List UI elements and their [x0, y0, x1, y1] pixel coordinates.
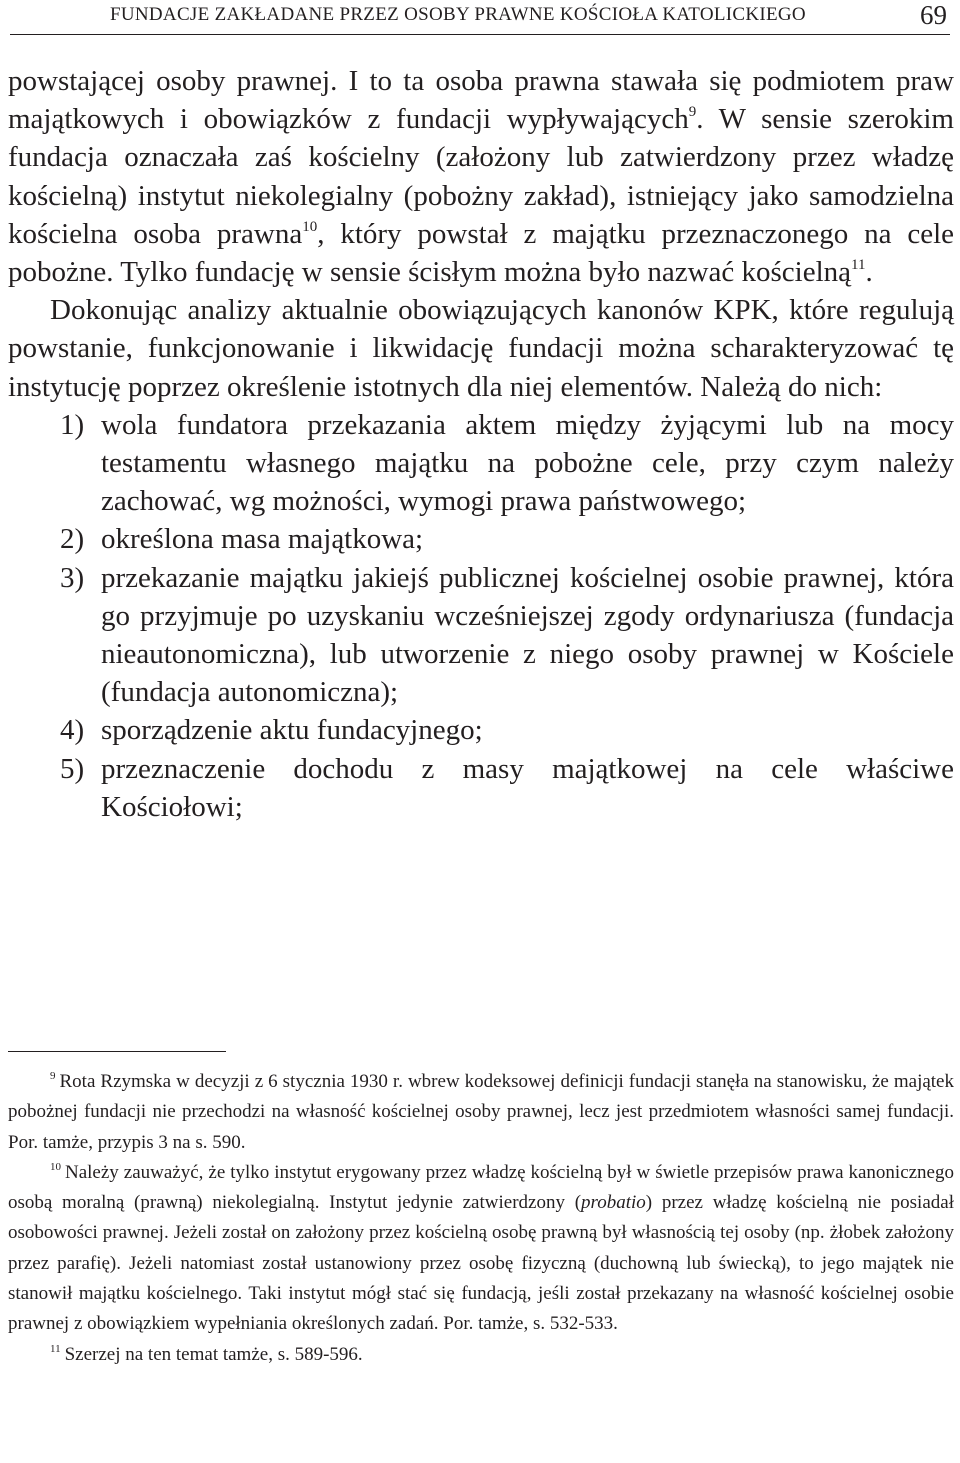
footnote-separator [8, 1051, 226, 1052]
running-header-title: FUNDACJE ZAKŁADANE PRZEZ OSOBY PRAWNE KOŚCIOŁA KATOLICKIEGO [110, 4, 806, 25]
list-item-number: 2) [60, 523, 85, 556]
footnote-10-text-a: Należy zauważyć, że tylko instytut erygowany przez władzę kościelną był w świetle przepisów prawa kanonicznego osobą moralną (prawną) niekolegialną. Instytut jedynie zatwierdzony ( [8, 1161, 954, 1214]
list-item-text: sporządzenie aktu fundacyjnego; [101, 714, 483, 747]
footnote-11-text: Szerzej na ten temat tamże, s. 589-596. [64, 1343, 363, 1365]
paragraph-1 [8, 62, 954, 291]
footnote-9-number: 9 [50, 1070, 56, 1082]
footnote-ref-11: 11 [851, 257, 866, 274]
footnote-10-text-b: ) przez władzę kościelną nie posiadał osobowości prawnej. Jeżeli został on założony przez kościelną osobę prawną był własnością tej osoby (np. żłobek założony przez parafię). Jeżeli natomiast został ustanowiony przez osobę fizyczną (duchowną lub świecką), to jego majątek nie stanowił majątku kościelnego. Taki instytut mógł stać się fundacją, jeśli został przekazany na własność kościelnej osobie prawnej z obowiązkiem wypełniania określonych zadań. Por. tamże, s. 532-533. [8, 1192, 954, 1335]
list-item-text: wola fundatora przekazania aktem między żyjącymi lub na mocy testamentu własnego majątku na pobożne cele, przy czym należy zachować, wg możności, wymogi prawa państwowego; [101, 408, 954, 518]
paragraph-1-part-b: . W sensie szerokim fundacja oznaczała zaś kościelny (założony lub zatwierdzony przez władzę kościelną) instytut niekolegialny (pobożny zakład), istniejący jako samodzielna kościelna osoba prawna [8, 103, 954, 250]
list-item [8, 711, 954, 749]
footnote-10-number: 10 [50, 1160, 61, 1173]
paragraph-1-part-c: , który powstał z majątku przeznaczonego na cele pobożne. Tylko fundację w sensie ścisłym można było nazwać kościelną [8, 217, 954, 289]
list-item-text: przeznaczenie dochodu z masy majątkowej na cele właściwe Kościołowi; [101, 752, 954, 823]
list-item [8, 406, 954, 521]
footnote-10 [8, 1158, 954, 1340]
footnotes [8, 1067, 954, 1370]
list-item-text: przekazanie majątku jakiejś publicznej kościelnej osobie prawnej, która go przyjmuje po uzyskaniu wcześniejszej zgody ordynariusza (fundacja nieautonomiczna), lub utworzenie z niego osoby prawnej w Kościele (fundacja autonomiczna); [101, 561, 954, 709]
footnote-10-italic-term: probatio [581, 1192, 646, 1214]
list-item [8, 750, 954, 826]
list-item-number: 3) [60, 561, 85, 594]
paragraph-1-part-d: . [865, 256, 873, 289]
list-item [8, 559, 954, 712]
footnote-11 [8, 1340, 954, 1370]
footnote-9-text: Rota Rzymska w decyzji z 6 stycznia 1930 r. wbrew kodeksowej definicji fundacji stanęła na stanowisku, że majątek pobożnej fundacji nie przechodzi na własność kościelnej osoby prawnej, lecz jest przedmiotem własności samej fundacji. Por. tamże, przypis 3 na s. 590. [8, 1071, 954, 1153]
paragraph-1-part-a: powstającej osoby prawnej. I to ta osoba prawna stawała się podmiotem praw majątkowych i obowiązków z fundacji wypływających [8, 65, 954, 136]
list-item-number: 1) [60, 408, 85, 441]
page-number: 69 [920, 0, 947, 30]
paragraph-2: Dokonując analizy aktualnie obowiązujących kanonów KPK, które regulują powstanie, funkcjonowanie i likwidację fundacji można scharakteryzować tę instytucję poprzez określenie istotnych dla niej elementów. Należą do nich: [8, 294, 954, 403]
footnote-9 [8, 1067, 954, 1158]
footnote-ref-10: 10 [302, 218, 318, 235]
footnote-ref-9: 9 [688, 104, 697, 121]
running-header [10, 0, 950, 35]
list-item-text: określona masa majątkowa; [101, 523, 424, 556]
elements-list [8, 406, 954, 826]
list-item-number: 5) [60, 752, 85, 785]
footnote-11-number: 11 [50, 1342, 61, 1355]
list-item-number: 4) [60, 714, 85, 747]
main-text [8, 62, 954, 826]
list-item [8, 520, 954, 558]
